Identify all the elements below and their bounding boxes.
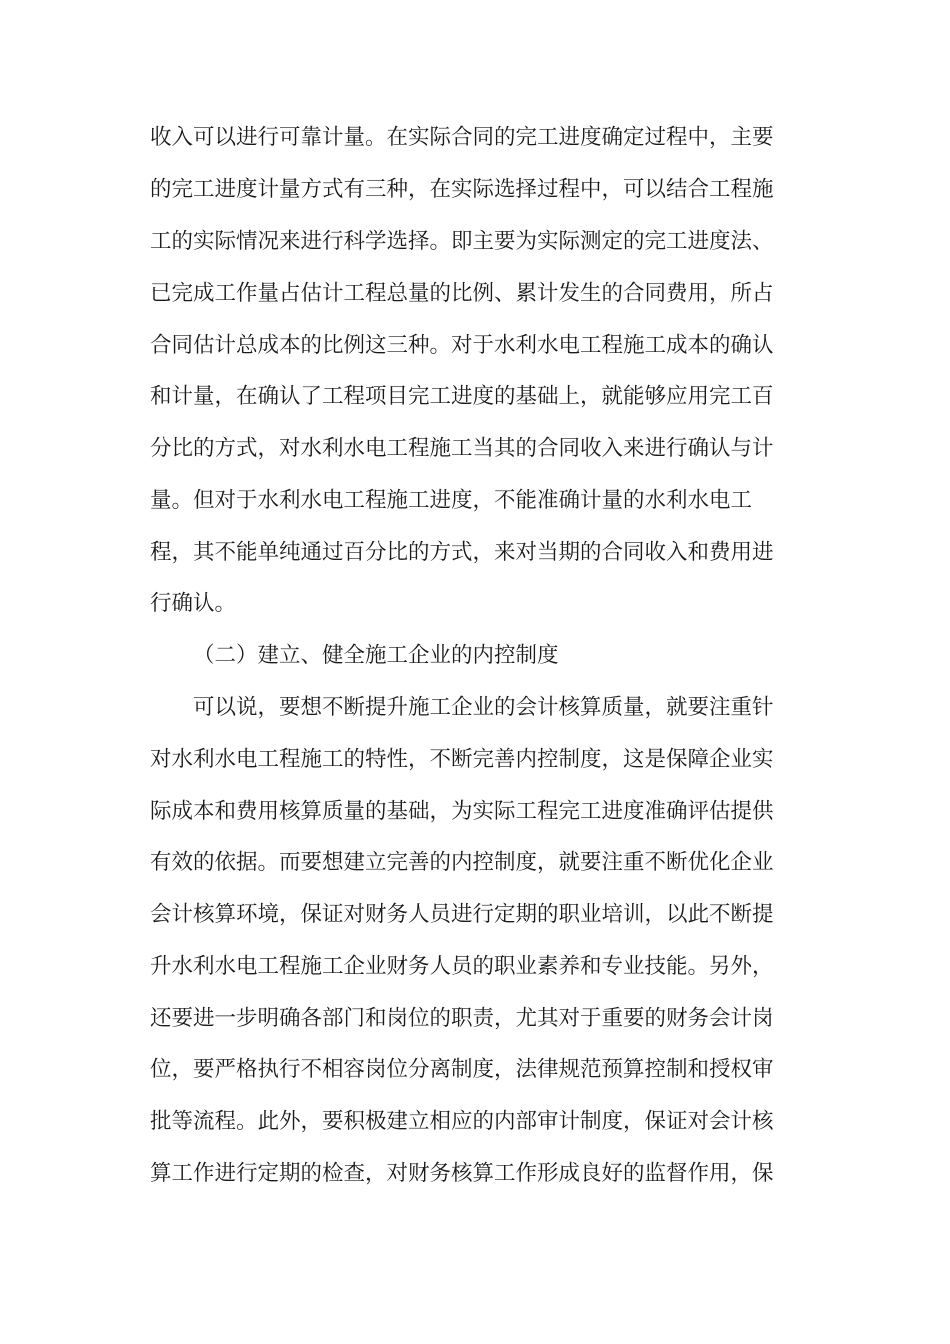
- paragraph-line: 工的实际情况来进行科学选择。即主要为实际测定的完工进度法、: [150, 229, 774, 254]
- paragraph-line: 位，要严格执行不相容岗位分离制度，法律规范预算控制和授权审: [150, 1057, 774, 1082]
- paragraph-line: 程，其不能单纯通过百分比的方式，来对当期的合同收入和费用进: [150, 540, 774, 565]
- paragraph-line: 已完成工作量占估计工程总量的比例、累计发生的合同费用，所占: [150, 281, 774, 306]
- paragraph-line: 会计核算环境，保证对财务人员进行定期的职业培训，以此不断提: [150, 902, 774, 927]
- paragraph-line: 际成本和费用核算质量的基础，为实际工程完工进度准确评估提供: [150, 799, 774, 824]
- paragraph-line: 合同估计总成本的比例这三种。对于水利水电工程施工成本的确认: [150, 333, 774, 358]
- paragraph-line: 对水利水电工程施工的特性，不断完善内控制度，这是保障企业实: [150, 747, 774, 772]
- paragraph-line: 可以说，要想不断提升施工企业的会计核算质量，就要注重针: [193, 695, 774, 720]
- paragraph-line: 分比的方式，对水利水电工程施工当其的合同收入来进行确认与计: [150, 436, 774, 461]
- paragraph-line: 和计量，在确认了工程项目完工进度的基础上，就能够应用完工百: [150, 384, 774, 409]
- paragraph-line: 行确认。: [150, 591, 237, 616]
- paragraph-line: 收入可以进行可靠计量。在实际合同的完工进度确定过程中，主要: [150, 125, 774, 150]
- paragraph-line: 量。但对于水利水电工程施工进度，不能准确计量的水利水电工: [150, 488, 753, 513]
- paragraph-line: 有效的依据。而要想建立完善的内控制度，就要注重不断优化企业: [150, 850, 774, 875]
- paragraph-line: 批等流程。此外，要积极建立相应的内部审计制度，保证对会计核: [150, 1109, 774, 1134]
- paragraph-line: 算工作进行定期的检查，对财务核算工作形成良好的监督作用，保: [150, 1161, 774, 1186]
- paragraph-line: 的完工进度计量方式有三种，在实际选择过程中，可以结合工程施: [150, 177, 774, 202]
- paragraph-line: 升水利水电工程施工企业财务人员的职业素养和专业技能。另外，: [150, 954, 774, 979]
- paragraph-line: 还要进一步明确各部门和岗位的职责，尤其对于重要的财务会计岗: [150, 1006, 774, 1031]
- section-heading: （二）建立、健全施工企业的内控制度: [193, 643, 559, 668]
